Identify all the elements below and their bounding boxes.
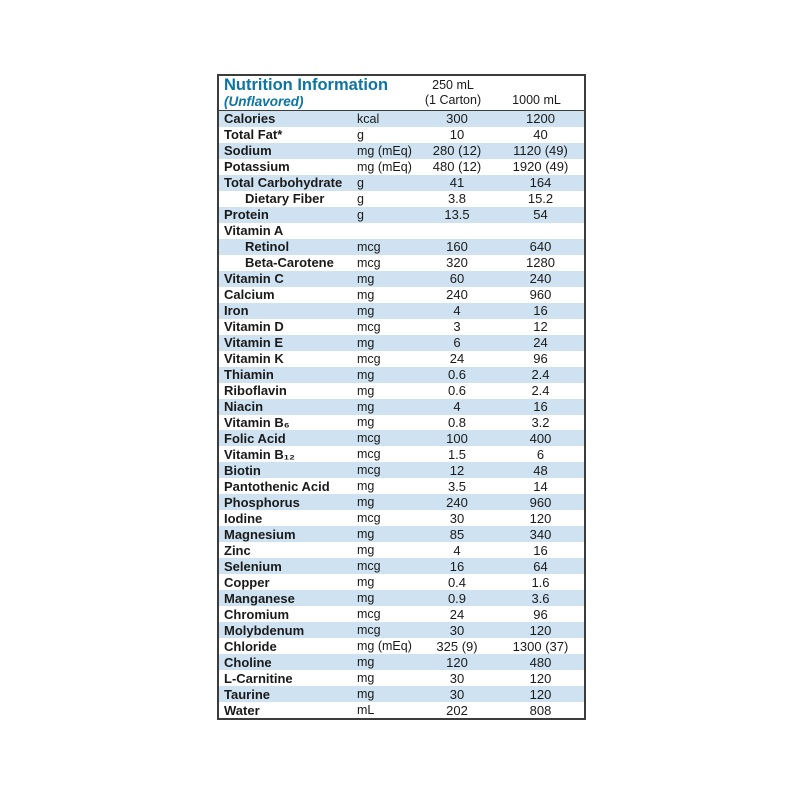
value-250ml: 30 (449, 670, 465, 686)
nutrient-label: Thiamin (224, 367, 274, 383)
nutrient-label: Vitamin A (224, 223, 284, 239)
nutrient-unit: mg (357, 399, 375, 414)
value-1000ml: 164 (529, 175, 552, 191)
nutrient-unit: mg (357, 303, 375, 318)
value-250ml: 240 (446, 287, 468, 303)
value-250ml: 120 (446, 654, 468, 670)
table-row (219, 462, 584, 478)
value-250ml: 30 (449, 622, 465, 638)
value-1000ml: 1.6 (531, 574, 550, 590)
nutrient-label: Magnesium (224, 526, 296, 542)
column-header-250ml-line1: 250 mL (432, 78, 474, 92)
nutrient-unit: g (357, 127, 364, 142)
table-row (219, 494, 584, 510)
nutrient-label: Iodine (224, 510, 263, 526)
nutrient-unit: mcg (357, 255, 381, 270)
value-1000ml: 960 (529, 287, 552, 303)
nutrient-label: Protein (224, 207, 269, 223)
table-row (219, 638, 584, 654)
value-1000ml: 15.2 (527, 191, 554, 207)
table-row (219, 303, 584, 319)
value-250ml: 6 (453, 335, 461, 351)
value-250ml: 16 (449, 558, 465, 574)
nutrient-label: Potassium (224, 159, 290, 175)
table-row (219, 271, 584, 287)
value-250ml: 30 (449, 686, 465, 702)
table-row (219, 367, 584, 383)
nutrient-label: Water (224, 702, 260, 718)
value-250ml: 13.5 (444, 207, 470, 223)
column-headers (413, 77, 580, 109)
table-row (219, 654, 584, 670)
value-1000ml: 40 (533, 127, 548, 143)
value-250ml: 4 (453, 542, 461, 558)
nutrient-unit: mcg (357, 607, 381, 622)
table-title: Nutrition Information (224, 76, 389, 94)
nutrient-label: Total Carbohydrate (224, 175, 343, 191)
table-row (219, 127, 584, 143)
nutrient-unit: mg (357, 415, 375, 430)
nutrient-label: Molybdenum (224, 622, 305, 638)
table-row (219, 558, 584, 574)
nutrient-unit: mcg (357, 447, 381, 462)
nutrient-label: Beta-Carotene (245, 255, 334, 271)
value-1000ml: 3.6 (531, 590, 550, 606)
nutrient-unit: mg (357, 367, 375, 382)
value-1000ml: 1120 (49) (513, 143, 568, 159)
value-1000ml: 400 (529, 430, 552, 446)
value-250ml: 0.9 (447, 590, 467, 606)
value-1000ml: 240 (529, 271, 552, 287)
nutrient-unit: mg (357, 543, 375, 558)
table-row (219, 223, 584, 239)
table-body (219, 111, 584, 718)
nutrient-label: Taurine (224, 686, 270, 702)
value-1000ml: 16 (533, 399, 548, 414)
value-1000ml: 16 (533, 542, 548, 558)
table-row (219, 399, 584, 415)
column-header-1000ml: 1000 mL (512, 93, 561, 107)
table-row (219, 446, 584, 462)
nutrient-label: Choline (224, 654, 272, 670)
table-header-left (224, 77, 413, 109)
value-250ml: 100 (446, 430, 468, 446)
value-1000ml: 808 (529, 702, 552, 718)
nutrient-label: Vitamin B₆ (224, 414, 290, 430)
value-250ml: 30 (449, 510, 465, 526)
column-header-250ml (413, 78, 493, 109)
value-250ml: 41 (449, 175, 465, 191)
value-250ml: 160 (446, 239, 468, 255)
nutrient-unit: g (357, 191, 364, 206)
table-row (219, 510, 584, 526)
value-250ml: 0.4 (447, 574, 467, 590)
value-250ml: 325 (9) (436, 638, 478, 654)
value-250ml: 3 (453, 319, 461, 335)
nutrient-label: Chloride (224, 638, 277, 654)
value-250ml: 480 (12) (432, 159, 482, 175)
nutrient-label: Riboflavin (224, 383, 287, 399)
table-row (219, 255, 584, 271)
nutrient-label: Vitamin K (224, 351, 284, 367)
nutrient-label: Calcium (224, 287, 275, 303)
value-250ml: 4 (453, 303, 461, 319)
nutrient-unit: mcg (357, 623, 381, 638)
value-1000ml: 120 (529, 686, 552, 702)
value-1000ml: 54 (533, 207, 548, 223)
nutrient-unit: mg (mEq) (357, 639, 412, 654)
nutrient-unit: mg (mEq) (357, 143, 412, 158)
nutrient-label: Total Fat* (224, 127, 283, 143)
nutrient-unit: mcg (357, 463, 381, 478)
nutrient-unit: mg (357, 591, 375, 606)
value-250ml: 24 (449, 351, 465, 367)
nutrient-unit: mcg (357, 431, 381, 446)
nutrient-label: Niacin (224, 399, 264, 414)
table-row (219, 319, 584, 335)
value-1000ml: 2.4 (531, 383, 550, 399)
value-1000ml: 3.2 (531, 414, 550, 430)
value-1000ml: 640 (529, 239, 552, 255)
value-1000ml: 960 (529, 494, 552, 510)
nutrient-label: Biotin (224, 462, 261, 478)
value-1000ml: 24 (533, 335, 548, 351)
table-row (219, 159, 584, 175)
value-1000ml: 6 (536, 446, 545, 462)
column-header-250ml-line2: (1 Carton) (424, 93, 482, 107)
nutrient-unit: mg (357, 671, 375, 686)
table-row (219, 383, 584, 399)
value-1000ml: 1920 (49) (512, 159, 569, 175)
value-250ml: 320 (446, 255, 468, 271)
nutrient-label: Folic Acid (224, 430, 286, 446)
table-row (219, 175, 584, 191)
value-250ml: 280 (12) (432, 143, 482, 159)
table-row (219, 686, 584, 702)
nutrient-label: Vitamin E (224, 335, 284, 351)
value-250ml: 1.5 (447, 446, 467, 462)
value-250ml: 12 (449, 462, 465, 478)
nutrient-unit: mcg (357, 559, 381, 574)
nutrient-label: Zinc (224, 542, 251, 558)
nutrient-label: L-Carnitine (224, 670, 293, 686)
nutrient-unit: g (357, 207, 364, 222)
nutrient-label: Vitamin C (224, 271, 284, 287)
value-1000ml: 48 (533, 462, 548, 478)
nutrient-label: Calories (224, 111, 276, 127)
value-250ml: 0.8 (447, 414, 467, 430)
table-row (219, 143, 584, 159)
nutrient-unit: mg (mEq) (357, 159, 412, 174)
nutrient-unit: mg (357, 383, 375, 398)
table-row (219, 111, 584, 127)
value-1000ml: 340 (529, 526, 552, 542)
value-250ml: 0.6 (447, 383, 467, 399)
value-250ml: 0.6 (447, 367, 467, 383)
value-1000ml: 1300 (37) (512, 638, 569, 654)
value-250ml: 24 (449, 606, 465, 622)
table-row (219, 670, 584, 686)
value-1000ml: 120 (529, 510, 552, 526)
nutrient-label: Selenium (224, 558, 282, 574)
table-row (219, 191, 584, 207)
nutrient-unit: mg (357, 271, 375, 286)
nutrient-unit: mcg (357, 351, 381, 366)
nutrient-label: Phosphorus (224, 494, 300, 510)
value-1000ml: 16 (533, 303, 548, 319)
nutrient-label: Sodium (224, 143, 272, 159)
table-row (219, 335, 584, 351)
value-250ml: 240 (446, 494, 468, 510)
value-250ml: 10 (449, 127, 465, 143)
table-row (219, 430, 584, 446)
table-row (219, 239, 584, 255)
nutrient-unit: mcg (357, 239, 381, 254)
nutrient-unit: mg (357, 335, 375, 350)
nutrient-unit: kcal (357, 111, 380, 126)
value-1000ml: 12 (533, 319, 548, 335)
value-250ml: 85 (449, 526, 465, 542)
table-row (219, 542, 584, 558)
table-row (219, 415, 584, 431)
value-1000ml: 1280 (526, 255, 555, 271)
nutrition-information-table (217, 74, 586, 720)
table-row (219, 478, 584, 494)
table-row (219, 622, 584, 638)
nutrient-label: Vitamin B₁₂ (224, 446, 295, 462)
table-row (219, 526, 584, 542)
table-row (219, 574, 584, 590)
nutrient-unit: mcg (357, 319, 381, 334)
value-1000ml: 64 (533, 558, 548, 574)
nutrient-label: Retinol (245, 239, 290, 255)
nutrient-label: Vitamin D (224, 319, 284, 335)
nutrient-unit: mg (357, 687, 375, 702)
nutrient-unit: mg (357, 575, 375, 590)
value-250ml: 60 (449, 271, 465, 287)
nutrient-label: Pantothenic Acid (224, 478, 330, 494)
table-subtitle: (Unflavored) (224, 94, 304, 109)
nutrient-unit: mL (357, 703, 375, 717)
value-250ml: 202 (446, 702, 468, 718)
nutrient-label: Copper (224, 574, 270, 590)
table-row (219, 287, 584, 303)
value-1000ml: 96 (533, 351, 548, 367)
value-1000ml: 120 (529, 622, 552, 638)
value-1000ml: 1200 (526, 111, 555, 127)
nutrient-unit: mg (357, 287, 375, 302)
nutrient-unit: mg (357, 655, 375, 670)
value-1000ml: 480 (529, 654, 552, 670)
table-header (219, 76, 584, 111)
nutrient-label: Chromium (224, 606, 289, 622)
nutrient-label: Manganese (224, 590, 295, 606)
nutrient-unit: mcg (357, 511, 381, 526)
nutrient-unit: mg (357, 527, 375, 542)
table-row (219, 207, 584, 223)
nutrient-unit: mg (357, 495, 375, 510)
value-250ml: 300 (446, 111, 468, 127)
value-1000ml: 96 (533, 606, 548, 622)
value-250ml: 3.8 (447, 191, 467, 207)
nutrient-label: Dietary Fiber (245, 191, 325, 207)
table-row (219, 606, 584, 622)
table-row (219, 590, 584, 606)
value-250ml: 4 (453, 399, 461, 414)
nutrient-label: Iron (224, 303, 249, 319)
nutrient-unit: mg (357, 479, 375, 494)
value-250ml: 3.5 (447, 478, 467, 494)
value-1000ml: 14 (533, 478, 548, 494)
value-1000ml: 2.4 (531, 367, 550, 383)
table-row (219, 702, 584, 718)
table-row (219, 351, 584, 367)
nutrient-unit: g (357, 175, 364, 190)
value-1000ml: 120 (529, 670, 552, 686)
